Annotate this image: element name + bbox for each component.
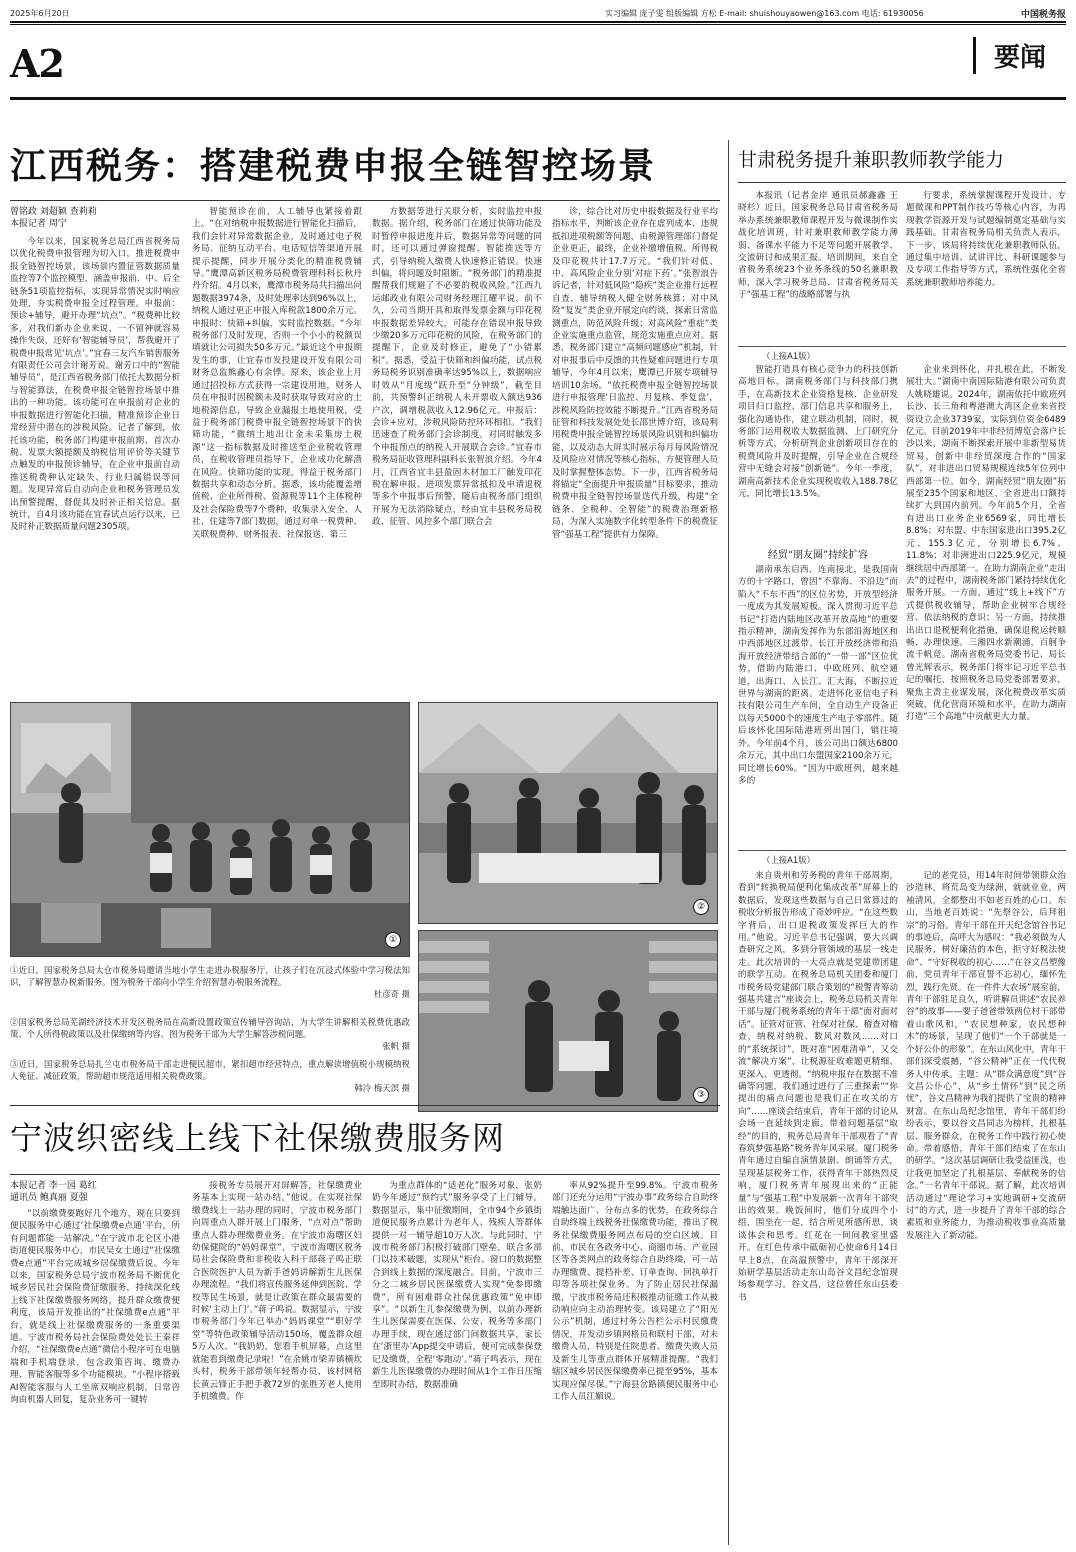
photo-1-credit: 杜彦奇 摄 — [373, 989, 410, 999]
top-rule-thin — [10, 24, 1066, 25]
article2-col2-text: 接税务专员展开对屏解答，社保缴费业务基本上实现一站办结。”他说。在实现社保缴费线上一站办理的同时，宁波市税务部门向周重点人群开展上门服务，“点对点”帮助重点人群办理缴费业务。在宁波市海曙区妇幼保健院的“妈妈课堂”，宁波市海曙区税务局社会保险费和非税收入科干部蒋子鸣正联合医院医护人员为新手爸妈讲解新生儿医保办理流程。“我们将宣传服务延伸到医院、学校等民生场景，就是让政策在群众最需要的时候‘主动上门’。”蒋子鸣说。数据显示，宁波市税务部门今年已举办“妈妈课堂”“职好学堂”等特色政策辅导活动150场，覆盖群众超5万人次。“我奶奶，您看手机屏幕，点这里就能看到缴费记录啦！”在余姚市梁弄镇横坎头村，税务干部带领年轻帮办员、该村网格长黄云锋正手把手教72岁的张胜芳老人使用手机缴费。作 — [192, 1181, 362, 1402]
section-name: 要闻 — [973, 37, 1046, 74]
article3-column-2 — [906, 190, 1066, 340]
photo-3-number: ③ — [693, 1087, 709, 1103]
article1-headline: 江西税务：搭建税费申报全链智控场景 — [10, 145, 657, 187]
article1-byline — [10, 206, 130, 230]
photo-2-caption — [10, 1016, 410, 1052]
paper-name: 中国税务报 — [1020, 10, 1066, 20]
article2-top-rule — [10, 1105, 720, 1106]
article1-column-4 — [552, 206, 718, 676]
page-number: A2 — [10, 41, 64, 86]
article2-byline-correspondents: 通讯员 鲍真丽 夏强 — [10, 1193, 88, 1203]
photo-3-image — [419, 931, 718, 1112]
article2-column-3 — [372, 1180, 542, 1544]
photo-2 — [418, 702, 718, 924]
article1-col2-text: 智能预诊在前，人工辅导也紧接着跟上。“在对纳税申报数据进行智能化扫描后，我们会针对异常数据企业，及时通过电子税务局、征纳互动平台、电话短信等渠道开展提示提醒，同步开展分类化的精准税费辅导。”鹰潭高新区税务局税费管理科科长秋丹丹介绍。4月以来，鹰潭市税务局共扫描出问题数据3974条，及时处理率达到96%以上，纳税人通过更正申报入库税款1800余万元。申报时：快筛+纠偏，实时监控数据。“今年税务部门及时发现，否则一个小小的税额误填就让公司损失50多万元。”最近这个申报期发生的事，让宜春市发投建设开发有限公司财务总监熊鑫心有余悸。原来，该企业上月通过招投标方式获得一宗建设用地，财务人员在申报时因税额未及时获取导致对应的土地税源信息，导致企业漏报土地使用税，受益于税务部门税费申报全链智控场景下的快筛功能，“微纳土地出让金未采集房土税源”这一指标数据及时推送至企业税收管理员，在税收管理员指导下，企业成功化解潜在风险。快筛功能的实现，得益于税务部门数据共享和动态分析。据悉，该功能覆盖增值税、企业所得税、资源税等11个主体税种及社会保险费等7个费种，收集录入安全、人社、住建等7部门数据，通过对单一税费种、关联税费种、财务报表、社保报送、第三 — [192, 207, 362, 540]
photo-3-caption — [10, 1058, 410, 1094]
article2-rule — [10, 1174, 720, 1175]
cont1-column-1b — [738, 564, 898, 844]
article3-text-2: 行要求，系统掌握课程开发设计、专题微课和PPT制作技巧等核心内容，为再现教学资源开发与试题编制奠定基础与实践基础。甘肃省税务局相关负责人表示，下一步，该局将持续优化兼职教师队伍，通过集中培训、试讲评比、科研课题参与及专项工作指导等方式，系统性强化全省系统兼职教师培养能力。 — [906, 191, 1066, 288]
photo-1-caption — [10, 964, 410, 1000]
cont1-top-rule — [738, 346, 1066, 347]
article3-headline: 甘肃税务提升兼职教师教学能力 — [738, 149, 1005, 171]
photo-1-caption-text: ①近日，国家税务总局大仓市税务局邀请当地小学生走进办税服务厅，让孩子们在沉浸式体验中学习税法知识，了解智慧办税新服务。图为税务干部向小学生介绍智慧办税服务流程。 — [10, 965, 410, 987]
article2-col4-text: 率从92%提升至99.8%。宁波市税务部门还充分运用“宁波办事”政务综合自助终端触达面广、分布点多的优势，在政务综合自助终端上线税务社保缴费功能，推出了税务社保缴费服务网点布局的空白区域。目前，市民在各政务中心、商圈市场、产业园区等各类网点的政务综合自助终端，可一站办理缴费、提档补差、订单查询、回执单打印等各项社保业务。为了防止居民社保漏缴，宁波市税务局还积极推动征缴工作从被动响应向主动治理转变。该局建立了“阳光公示”机制，通过村务公告栏公示村民缴费情况，并发动乡镇网格员和联村干部，对未缴费人员，特别是住院患者、缴费失败人员及新生儿等重点群体开展精准提醒。“我们辖区城乡居民医保缴费率已提至95%，基本实现应保尽保。”宁海县岔路镇便民服务中心工作人员江媚说。 — [552, 1181, 718, 1402]
masthead — [10, 27, 1066, 97]
top-bar — [10, 6, 1066, 22]
cont1-column-2 — [906, 364, 1066, 844]
cont2-column-2 — [906, 870, 1066, 1544]
article3-column-1 — [738, 190, 898, 340]
article1-byline-reporter: 本报记者 周宁 — [10, 219, 67, 229]
cont1-col1b-text: 湖南承东启西、连南接北，是我国南方的十字路口，曾因“不靠海、不沿边”而陷入“不东不西”的区位劣势，开放型经济一度成为其发展短板。深入贯彻习近平总书记“打造内陆地区改革开放高地”的重要指示精神，湖南发挥作为东部沿海地区和中西部地区过渡带、长江开放经济带和沿海开放经济带结合部的“一带一部”区位优势，借助内陆港口、中欧班列、航空通道，出海口、入长江、汇大海，不断拉近世界与湖南的距离。走进怀化亚信电子科技有限公司生产车间，全自动生产设备正以每天5000个的速度生产电子零部件。随后该怀化国际陆港班列出国门，销往境外。今年前4个月，该公司出口额达6800余万元，其中出口东盟国家2100余万元，同比增长60%。“因为中欧班列，越来越多的 — [738, 565, 898, 786]
article2-byline-reporters: 本报记者 李一园 葛红 — [10, 1181, 97, 1191]
article2-headline: 宁波织密线上线下社保缴费服务网 — [10, 1119, 506, 1157]
article2-byline — [10, 1180, 180, 1204]
article1-rule — [10, 200, 720, 201]
article1-column-3 — [372, 206, 542, 676]
cont2-top-rule — [738, 850, 1066, 851]
article2-col3-text: 为重点群体的“适老化”服务对象，张奶奶今年通过“预约式”服务享受了上门辅导。数据显示，集中征缴期间，全市94个乡镇街道便民服务点累计为老年人、残疾人等群体提供一对一辅导超10万人次。与此同时，宁波市税务部门积极打破部门壁垒，联合多部门以技术破题，实现从“柜台、窗口的数据整合到线上数据的深度融合。目前，宁波市三分之二城乡居民医保缴费人实现“免参即缴费”，所有困难群众社保优惠政策“免申即享”。“以新生儿参保缴费为例，以前办理新生儿医保需要在医保、公安、税务等多部门办理手续，现在通过部门间数据共享，家长在‘浙里办’App提交申请后，便可完成参保登记及缴费，全程‘零跑动’。”蒋子鸣表示，现在新生儿医保缴费的办理时间从1个工作日压缩至即时办结，数据准确 — [372, 1181, 542, 1390]
photo-1-image — [11, 703, 410, 957]
photo-2-number: ② — [693, 899, 709, 915]
column-divider — [728, 140, 729, 1545]
editors-line: 实习编辑 庞子雯 组版编辑 方松 E-mail: shuishouyaowen@163.com 电话: 61930056 — [605, 9, 924, 18]
article1-column-2 — [192, 206, 362, 676]
cont1-column-1 — [738, 364, 898, 544]
photo-1-number: ① — [385, 932, 401, 948]
photo-2-caption-text: ②国家税务总局芜湖经济技术开发区税务局在高新设置政策宣传辅导咨询站，为大学生讲解相关税费优惠政策、个人所得税政策以及社保缴纳等内容。图为税务干部为大学生解答涉税问题。 — [10, 1017, 410, 1039]
cont1-col2-text: 企业来到怀化，并扎根在此，不断发展壮大。”湖南中南国际陆港有限公司负责人姚晓雄说。2024年，湖南依托中欧班列长沙、长三角和粤港澳大湾区企业来省投资设立企业3739家，实际到位资金6489亿元。目前2019年中非经贸博览会落户长沙以来，湖南不断探索开展中非新型易货贸易，创新中非经贸深度合作的“国家队”，对非进出口贸易规模连续5年位列中西部第一位。如今，湖南经贸“朋友圈”拓展至235个国家和地区，全省进出口额持续扩大到国内前列。今年前5个月，全省有进出口业务企业6569家，同比增长8.8%；对东盟、中东国家进出口395.2亿元、155.3亿元，分别增长6.7%、11.8%；对非洲进出口225.9亿元，规模继续居中西部第一。在助力湖南企业“走出去”的过程中，湖南税务部门紧持持续优化服务开展。一方面，通过“线上+线下”方式提供税收辅导，帮助企业树牢合规经营、依法纳税的意识；另一方面，持续推出出口退税便利化措施，确保退税运转顺畅、办理快速。三湘四水新潮涌，百舸争流千帆竞。湖南省税务局党委书记、局长曾光辉表示，税务部门将牢记习近平总书记的嘱托，按照税务总局党委部署要求，聚焦主责主业谋发展，深化税费改革实质突破，优化营商环境和水平，在助力湖南打造“三个高地”中贡献更大力量。 — [906, 365, 1066, 723]
photo-3 — [418, 930, 718, 1112]
cont1-subhead: 经贸“朋友圈”持续扩容 — [767, 550, 869, 561]
article1-col3-text: 方数据等进行关联分析，实时监控申报数据。据介绍，税务部门在通过快筛功能及时暂停申报进度并后，数据异常等问题的同时，还可以通过弹窗提醒、智能推送等方式，引导纳税人缴费人快速修正错误。快速纠偏，将问题及时阻断。“税务部门的精准提醒帮我们规避了不必要的税收风险。”江西九运邮政业有限公司财务经理江耀平说，前不久，公司当期开具和取得发票金额与印花税申报数据差异较大，可能存在错误申报导致少缴20多万元印花税的风险，在税务部门的提醒下，企业及时修正，避免了“小错累积”。据悉，受益于快筛和纠偏功能，试点税务局税务识别准确率达95%以上，数据响应时效从“月度级”跃升至“分钟级”，截至目前，共预警纠正纳税人未开票收入额达936户次，调增税款收入12.96亿元。申报后：会诊+应对，涉税风险防控环环相扣。“我们迅速查了税务部门会诊制度，对同时触发多个申报预点的纳税人开展联合会诊。”宜春市税务局征收管理科副科长张智浪介绍。今年4月，江西省宜丰县盈固木材加工厂触发印花税在解申报、进项发票异常抵扣及申请退税等多个申报事后预警，随后由税务部门组织开展为无法消除疑点，经由宜丰县税务局税政、征管、风控多个部门联合会 — [372, 207, 542, 528]
cont2-col2-text: 记的老党员，用14年时间带领群众治沙造林，将荒岛变为绿洲，就就业业，两袖清风，全都整出不如老百姓的心口。东山，当地老百姓说：“先祭谷公，后拜祖宗”的习俗。青年干部在开天纪念馆谷书记的事迹后，高呼大为感叹：“我必须做为人民服务，树好廉洁的本色，拒守好税法使命”、“守好税收的初心……”在谷文昌塑像前，党员青年干部宣誓不忘初心，缅怀先烈，践行先贤。在一件件大农场”展室前，青年干部驻足良久，听讲解员讲述“农民养谷”的故事——要子爸爸带领两位村干部带着山歌风和，“农民想种家，农民想种木”的场景，呈现了他们“一个干部就是一个好公仆的形象”。在东山风化中，青年干部们深受震撼，“谷公精神”正在一代代税务人中传承。主题：从“群众满意度”到“谷文昌公仆心”，从“乡土情怀”到“民之所忧”，谷文昌精神为我们提供了宝贵的精神财富。在东山岛纪念馆里，青年干部们纷纷表示，要以谷文昌同志为榜样，扎根基层、服务群众，在税务工作中践行初心使命。带着感悟，青年干部们结束了在东山的研学。“这次基层调研让我受益匪浅，也让我更加坚定了扎根基层、奉献税务的信念。”一名青年干部说。据了解，此次培训活动通过“理论学习+实地调研+交流研讨”的方式，进一步提升了青年干部的综合素质和业务能力，为推动税收事业高质量发展注入了新动能。 — [906, 871, 1066, 1241]
article2-column-2 — [192, 1180, 362, 1544]
article1-column-1 — [10, 236, 180, 676]
cont1-col1-text: 智能打造具有核心竞争力的科技创新高地目标，湖南税务部门与科技部门携手，在高新技术企业资格复核、企业研发项目归口监控、部门信息共享和服务上，强化沟通协作，建立联动机制，同时，税务部门运用税收大数据监测、上门研究分析等方式，分析研判企业创新项目存在的税费风险并及时提醒，引导企业在合规经营中无缝会对接“创新链”。今年一季度，湖南高新技术企业实现税收收入188.78亿元，同比增长13.5%。 — [738, 365, 898, 500]
photo-1 — [10, 702, 410, 957]
article1-col1-text: 今年以来，国家税务总局江西省税务局以优化税费申报管理为切入口，推进税费申报全链智控场景，该场景内置征管数据质量监控等7个监控模型，涵盖申报前、中、后全链条51项监控指标，实现异常情况实时响应处理，夯实税费申报全过程管理。申报前：预诊+辅导，避开办理“坑点”。“税费种比较多，对我们新办企业来说，一不留神就容易操作失误，还好有‘智能辅导员’，帮我避开了税费申报常见‘坑点’。”宜春三友汽车销售服务有限责任公司会计谢芳说。谢芳口中的“智能辅导员”，是江西省税务部门依托大数据分析与智能算法，在税费申报全链智控场景中推出的一种功能。该功能可在申报前对企业的申报数据进行智能化扫描，精准预诊企业日常经营中潜在的涉税风险。记者了解到，依托该功能，税务部门构建申报前期、首次办税、发票大额提额及纳税信用评价等关键节点触发的申报预诊辅导，在企业申报前自动推送税费种认定缺失、行业归属错误等问题。发现异常后自动向企业和税务管理员发出预警提醒，督促其及时补正相关信息。据统计，自4月该功能在宜春试点运行以来，已及时补正数据质量问题2305项。 — [10, 237, 180, 533]
article3-text-1: 本报讯（记者金岸 通讯员郝鑫鑫 王晓杉）近日，国家税务总局甘肃省税务局举办系统兼职教师课程开发与微课制作实战化培训班，针对兼职教师教学能力薄弱、备课水平能力不足等问题开展教学、交流研讨和成果汇报。培训期间，来自全省税务系统23个业务条线的50名兼职教师，深入学习税务总局、甘肃省税务局关于“强基工程”的战略部署与执 — [738, 191, 898, 301]
article2-column-1 — [10, 1208, 180, 1544]
photo-3-credit: 韩冷 梅天溟 摄 — [354, 1083, 410, 1093]
cont2-label: （上接A1版） — [762, 855, 815, 865]
article2-col1-text: “以前缴费要跑好几个地方，现在只要到便民服务中心通过‘社保缴费e点通’平台，所有问题都能一站解决。”在宁波市北仑区小港街道便民服务中心，市民吴女士通过“社保缴费e点通”平台完成城乡居保缴费后说。今年以来，国家税务总局宁波市税务局不断优化城乡居民社会保险费征缴服务，持续深化线上线下社保缴费服务网络，提升群众缴费便利度，该局开发推出的“社保缴费e点通”平台，就是线上社保缴费服务的一条重要渠道。宁波市税务局社会保险费处处长王秦祥介绍，“社保缴费e点通”微信小程序可在电脑端和手机端登录，包含政策咨询、缴费办理、智能客服等多个功能模块。“小程序搭载AI智能客服与人工坐席双响应机制，日常咨询由机器人回复，复杂业务可一键转 — [10, 1209, 180, 1406]
cont2-col1-text: 来自贵州和劳务税的青年干部周期，看到“转换税局便利化集成改革”屏幕上的数据后，发现这些数据与自己日常算过的税收分析报告形成了奇妙呼应。“在这些数字背后，出口退税政策发挥巨大的作用。”他说。习近平总书记强调，要大兴调查研究之风，多到分管领域的基层一线走走。此次培训的一大亮点就是党建带团建的联学互动。在税务总局机关团委和厦门市税务局党建部门联合策划的“税警青筹动 强基共建言”座谈会上，税务总局机关青年干部与厦门税务系统的青年干部“面对面对话”。征管对征管、社保对社保、稽查对稽查，纳税对纳税、数风对数风……对口的“系统探讨”，既对准“困难清单”，又交流“解决方案”，让税源征收难题更精细、更深入、更透彻。“纳税申报存在数据不准确等问题，我们通过进行了三重探索”“你提出的痛点问题也是我们正在攻关的方向”……座谈会结束后，青年干部的讨论从会场一直延续到走廊。带着问题基层“取经”的目的，税务总局青年干部观看了“青春筑梦强基路”税务青年风采展。厦门税务青年通过自编自演情景剧、朗诵等方式，呈现基层税务工作，获得青年干部热烈反响，厦门税务青年展现出来的“正能量”与“强基工程”中发展新一次青年干部突出的效果。晚饭间时，他们分成四个小组，围坐在一起，结合所见所感所思，谈谈体会和思考。红花在一间间教室里盛开。在红色传承中砥砺初心使命6月14日早上8点，在高温预警中，青年干部深开始研学基层活动走东山岛谷文昌纪念馆现场参观学习。谷文昌，这位曾任东山县委书 — [738, 871, 898, 1303]
article1-byline-authors: 曾铭政 刘超颖 查莉莉 — [10, 207, 97, 217]
article3-rule — [738, 182, 1066, 183]
photo-2-credit: 张帆 摄 — [382, 1041, 410, 1051]
article1-col4-text: 诊，综合比对历史申报数据及行业平均指标水平，判断该企业存在虚列成本、违规抵扣进项税额等问题，由税源管理部门督促企业更正，最终，企业补缴增值税、所得税及印花税共计17.7万元。“我们针对低、中、高风险企业分别‘对症下药’。”张智浪告诉记者，针对低风险“隐疾”类企业推行远程自查，辅导纳税人健全财务核算；对中风险“复发”类企业开展定向约谈，探索日常监测重点，防范风险升级；对高风险“重症”类企业实施重点监管，规范实施重点应对。据悉，税务部门建立“高频问题感应”机制，针对申报事后中反馈的共性疑难问题进行专项辅导，今年4月以来，鹰潭已开展专项辅导培训10余场。“依托税费申报全链智控场景进行申报管理‘日监控、月复核、季复盘’，涉税风险防控效能不断提升。”江西省税务局征管和科技发展处处长邵世博介绍，该局利用税费申报全链智控场景风险识别和纠偏功能，以及动态大屏实时展示每月每风险情况及风险应对情况等核心指标，方便管理人员及时掌握整体态势。下一步，江西省税务局将锚定“全面提升申报质量”目标要求，推动税费申报全链智控场景迭代升级，构建“全链条、全税种、全智能”的税费治理新格局，为深入实施数字化转型条件下的税费征管“强基工程”提供有力保障。 — [552, 207, 718, 540]
article2-column-4 — [552, 1180, 718, 1544]
masthead-rule — [10, 97, 1066, 100]
top-rule — [10, 21, 1066, 23]
photo-2-image — [419, 703, 718, 924]
cont1-label: （上接A1版） — [762, 351, 815, 361]
issue-date: 2025年6月20日 — [10, 9, 70, 18]
cont2-column-1 — [738, 870, 898, 1544]
photo-3-caption-text: ③近日，国家税务总局扎兰屯市税务局干部走进便民超市，紧扣超市经营特点，重点解读增值税小规模纳税人免征、减征政策，帮助超市规范适用相关税费政策。 — [10, 1059, 410, 1081]
